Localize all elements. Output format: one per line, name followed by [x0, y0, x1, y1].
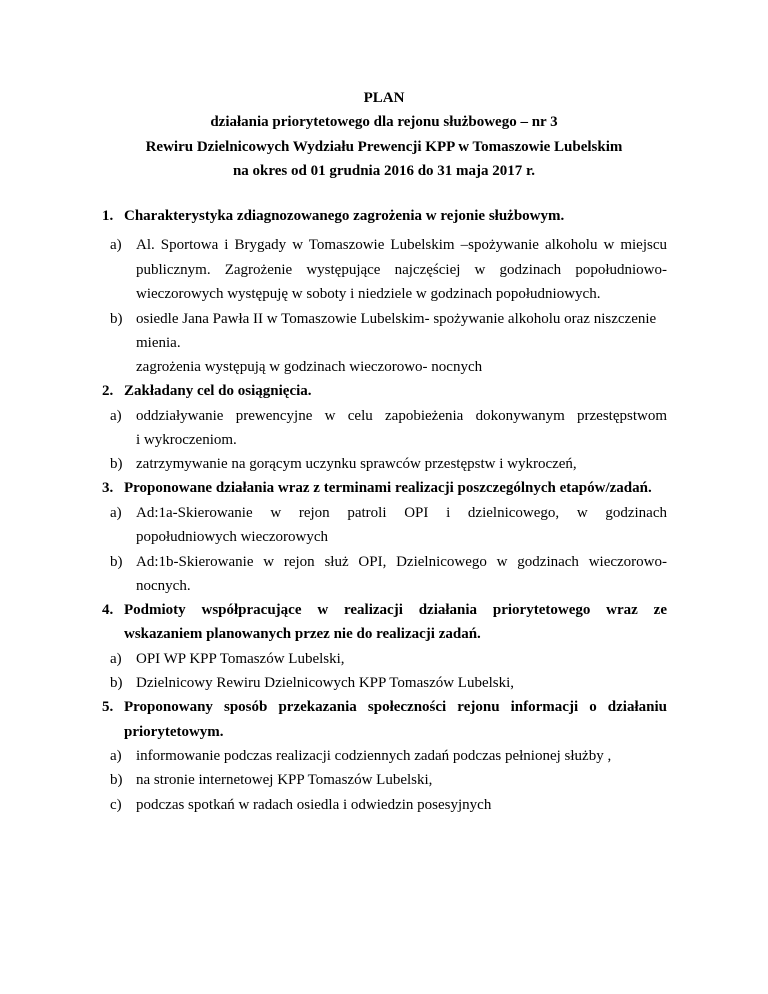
item-label: a) — [110, 237, 122, 253]
section-4-heading: 4. — [102, 602, 114, 618]
item-line: OPI WP KPP Tomaszów Lubelski, — [136, 651, 345, 667]
item-line: podczas spotkań w radach osiedla i odwiedzin posesyjnych — [136, 797, 492, 813]
item-line: wieczorowych występuję w soboty i niedziele w godzinach popołudniowych. — [136, 286, 601, 302]
item-line: i wykroczeniom. — [136, 432, 237, 448]
section-5-title-line: Proponowany sposób przekazania społeczności rejonu informacji o działaniu — [124, 699, 667, 715]
item-line: mienia. — [136, 335, 181, 351]
section-1-heading: 1. Charakterystyka zdiagnozowanego zagrożenia w rejonie służbowym. — [102, 208, 565, 224]
item-label: c) — [110, 797, 122, 813]
item-line: zagrożenia występują w godzinach wieczorowo- nocnych — [136, 359, 483, 375]
item-line: na stronie internetowej KPP Tomaszów Lubelski, — [136, 772, 433, 788]
doc-title: PLAN — [363, 90, 405, 106]
item-line: nocnych. — [136, 578, 191, 594]
item-line: Ad:1b-Skierowanie w rejon służ OPI, Dzielnicowego w godzinach wieczorowo- — [136, 554, 667, 570]
doc-subtitle-3: na okres od 01 grudnia 2016 do 31 maja 2017 r. — [232, 163, 536, 179]
section-5-title-line: priorytetowym. — [124, 724, 224, 740]
item-label: b) — [110, 311, 123, 327]
section-3-heading: 3. Proponowane działania wraz z terminami realizacji poszczególnych etapów/zadań. — [102, 480, 652, 496]
item-line: osiedle Jana Pawła II w Tomaszowie Lubelskim- spożywanie alkoholu oraz niszczenie — [136, 311, 657, 327]
item-line: Dzielnicowy Rewiru Dzielnicowych KPP Tomaszów Lubelski, — [136, 675, 515, 691]
item-line: Al. Sportowa i Brygady w Tomaszowie Lubelskim –spożywanie alkoholu w miejscu — [136, 237, 667, 253]
item-label: a) — [110, 408, 122, 424]
item-line: informowanie podczas realizacji codziennych zadań podczas pełnionej służby , — [136, 748, 612, 764]
section-4-title-line: Podmioty współpracujące w realizacji działania priorytetowego wraz ze — [124, 602, 667, 618]
item-label: a) — [110, 651, 122, 667]
item-label: b) — [110, 554, 123, 570]
item-label: b) — [110, 675, 123, 691]
doc-subtitle-1: działania priorytetowego dla rejonu służbowego – nr 3 — [210, 114, 558, 130]
section-5-heading: 5. — [102, 699, 114, 715]
item-line: popołudniowych wieczorowych — [136, 529, 329, 545]
item-label: a) — [110, 505, 122, 521]
item-line: zatrzymywanie na gorącym uczynku sprawców przestępstw i wykroczeń, — [136, 456, 577, 472]
doc-subtitle-2: Rewiru Dzielnicowych Wydziału Prewencji KPP w Tomaszowie Lubelskim — [145, 139, 623, 155]
item-line: publicznym. Zagrożenie występujące najczęściej w godzinach popołudniowo- — [136, 262, 667, 278]
item-label: b) — [110, 772, 123, 788]
item-line: Ad:1a-Skierowanie w rejon patroli OPI i dzielnicowego, w godzinach — [136, 505, 667, 521]
section-4-title-line: wskazaniem planowanych przez nie do realizacji zadań. — [124, 626, 481, 642]
item-label: a) — [110, 748, 122, 764]
item-label: b) — [110, 456, 123, 472]
section-2-heading: 2. Zakładany cel do osiągnięcia. — [102, 383, 312, 399]
item-line: oddziaływanie prewencyjne w celu zapobieżenia dokonywanym przestępstwom — [136, 408, 667, 424]
